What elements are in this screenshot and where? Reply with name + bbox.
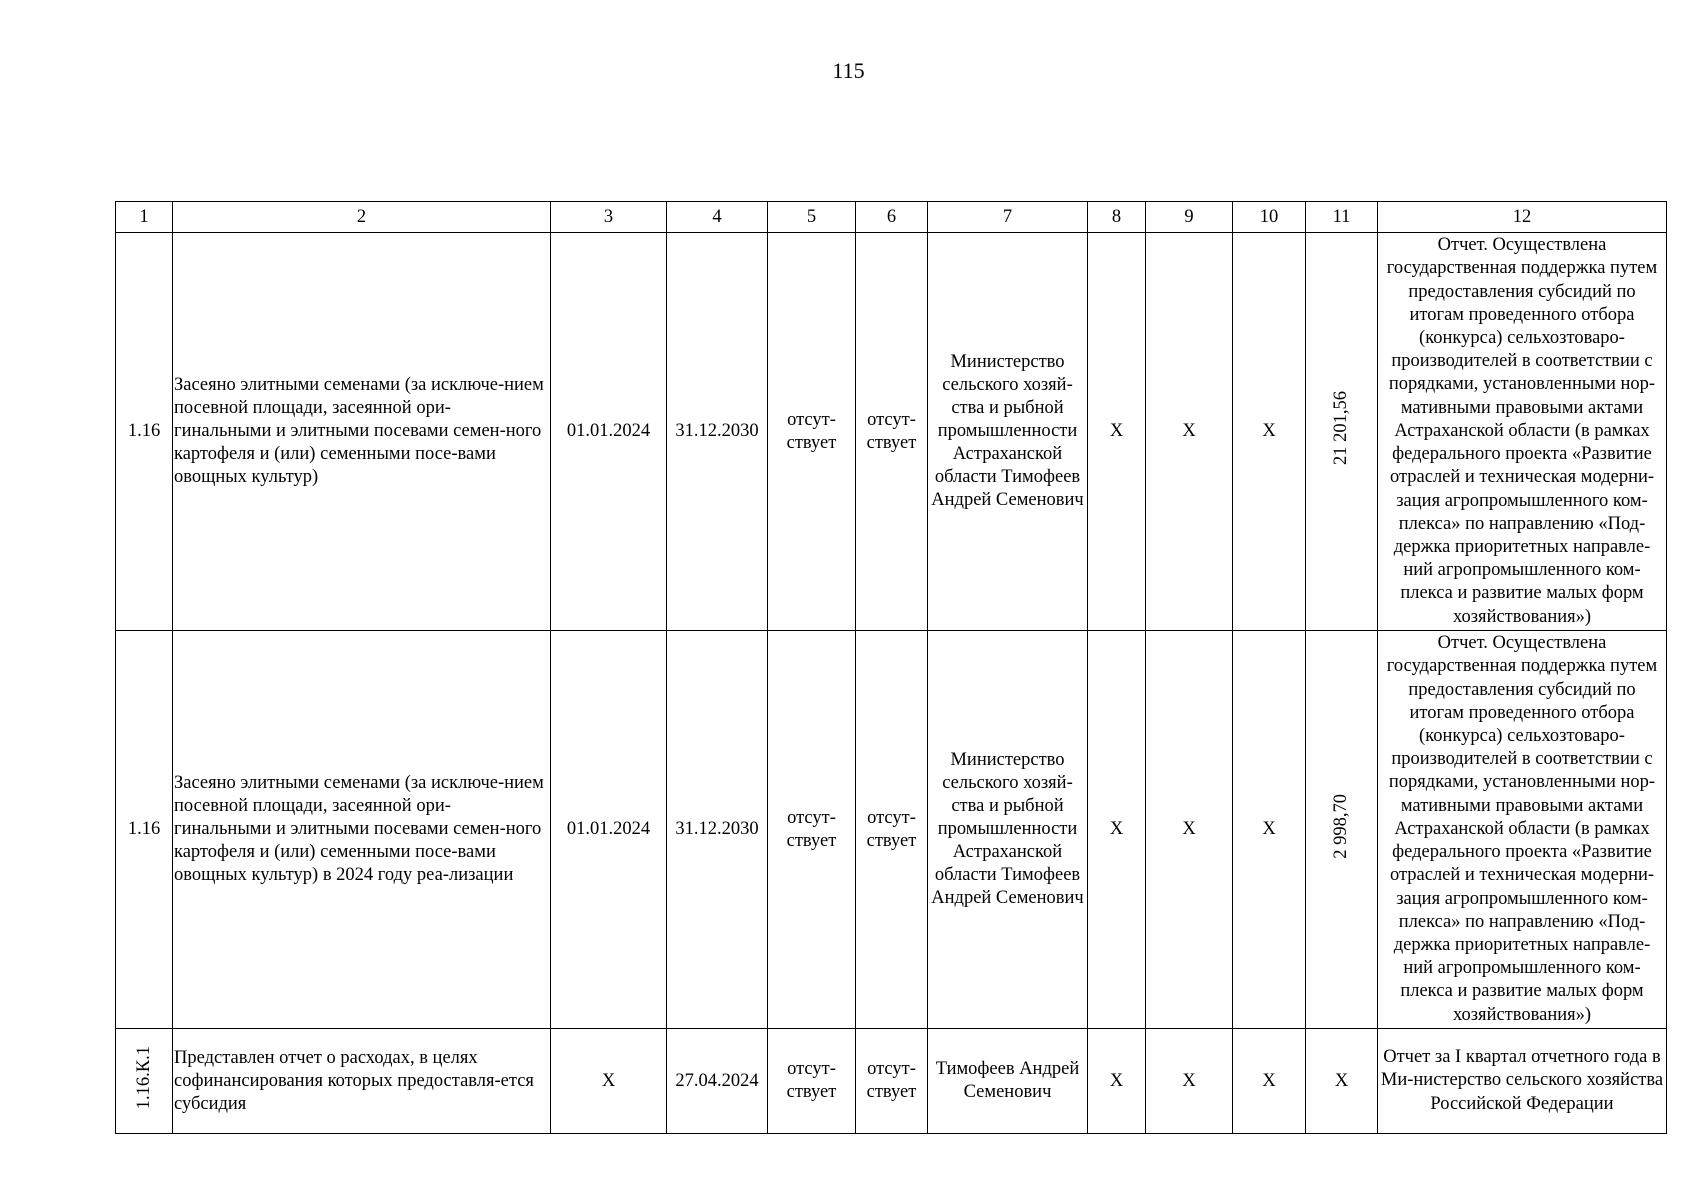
start-date: X <box>551 1029 667 1134</box>
cell-col10: X <box>1233 631 1306 1029</box>
cell-col5: отсут-ствует <box>768 233 856 631</box>
report-text: Отчет за I квартал отчетного года в Ми-нистерство сельского хозяйства Российской Федерации <box>1378 1029 1667 1134</box>
row-number: 1.16 <box>116 631 173 1029</box>
column-header: 12 <box>1378 202 1667 233</box>
cell-col6: отсут-ствует <box>856 233 928 631</box>
table-row <box>116 1029 1667 1134</box>
column-header: 2 <box>173 202 551 233</box>
row-number-cell <box>116 1029 173 1134</box>
table-header-row <box>116 202 1667 233</box>
plan-table <box>115 201 1667 1134</box>
end-date: 27.04.2024 <box>667 1029 768 1134</box>
cell-col8: X <box>1088 1029 1146 1134</box>
cell-col9: X <box>1146 631 1233 1029</box>
cell-col9: X <box>1146 233 1233 631</box>
column-header: 7 <box>928 202 1088 233</box>
row-number: 1.16.К.1 <box>133 1045 154 1110</box>
start-date: 01.01.2024 <box>551 233 667 631</box>
column-header: 10 <box>1233 202 1306 233</box>
cell-col8: X <box>1088 233 1146 631</box>
row-name: Засеяно элитными семенами (за исключе-нием посевной площади, засеянной ори-гинальными и элитными посевами семен-ного картофеля и (или) семенными посе-вами овощных культур) <box>173 233 551 631</box>
report-text: Отчет. Осуществлена государственная поддержка путем предоставления субсидий по итогам проведенного отбора (конкурса) сельхозтоваро-производителей в соответствии с порядками, установленными нор-мативными правовыми актами Астраханской области (в рамках федерального проекта «Развитие отраслей и техническая модерни-зация агропромышленного ком-плекса» по направлению «Под-держка приоритетных направле-ний агропромышленного ком-плекса и развитие малых форм хозяйствования») <box>1378 233 1667 631</box>
end-date: 31.12.2030 <box>667 233 768 631</box>
column-header: 4 <box>667 202 768 233</box>
column-header: 3 <box>551 202 667 233</box>
cell-col10: X <box>1233 233 1306 631</box>
cell-col10: X <box>1233 1029 1306 1134</box>
cell-col11: X <box>1306 1029 1378 1134</box>
cell-col6: отсут-ствует <box>856 631 928 1029</box>
amount-value: 2 998,70 <box>1331 793 1351 859</box>
cell-col11 <box>1306 631 1378 1029</box>
column-header: 1 <box>116 202 173 233</box>
amount-value: 21 201,56 <box>1331 391 1351 465</box>
cell-col5: отсут-ствует <box>768 1029 856 1134</box>
cell-col11 <box>1306 233 1378 631</box>
start-date: 01.01.2024 <box>551 631 667 1029</box>
cell-col9: X <box>1146 1029 1233 1134</box>
responsible: Министерство сельского хозяй-ства и рыбной промышленности Астраханской области Тимофеев Андрей Семенович <box>928 631 1088 1029</box>
column-header: 5 <box>768 202 856 233</box>
row-name: Засеяно элитными семенами (за исключе-нием посевной площади, засеянной ори-гинальными и элитными посевами семен-ного картофеля и (или) семенными посе-вами овощных культур) в 2024 году реа-лизации <box>173 631 551 1029</box>
cell-col6: отсут-ствует <box>856 1029 928 1134</box>
report-text: Отчет. Осуществлена государственная поддержка путем предоставления субсидий по итогам проведенного отбора (конкурса) сельхозтоваро-производителей в соответствии с порядками, установленными нор-мативными правовыми актами Астраханской области (в рамках федерального проекта «Развитие отраслей и техническая модерни-зация агропромышленного ком-плекса» по направлению «Под-держка приоритетных направле-ний агропромышленного ком-плекса и развитие малых форм хозяйствования») <box>1378 631 1667 1029</box>
end-date: 31.12.2030 <box>667 631 768 1029</box>
table-row <box>116 233 1667 631</box>
page-number: 115 <box>832 58 865 83</box>
responsible: Тимофеев Андрей Семенович <box>928 1029 1088 1134</box>
column-header: 8 <box>1088 202 1146 233</box>
table-row <box>116 631 1667 1029</box>
cell-col5: отсут-ствует <box>768 631 856 1029</box>
row-number: 1.16 <box>116 233 173 631</box>
column-header: 11 <box>1306 202 1378 233</box>
row-name: Представлен отчет о расходах, в целях софинансирования которых предоставля-ется субсидия <box>173 1029 551 1134</box>
responsible: Министерство сельского хозяй-ства и рыбной промышленности Астраханской области Тимофеев Андрей Семенович <box>928 233 1088 631</box>
cell-col8: X <box>1088 631 1146 1029</box>
column-header: 6 <box>856 202 928 233</box>
column-header: 9 <box>1146 202 1233 233</box>
